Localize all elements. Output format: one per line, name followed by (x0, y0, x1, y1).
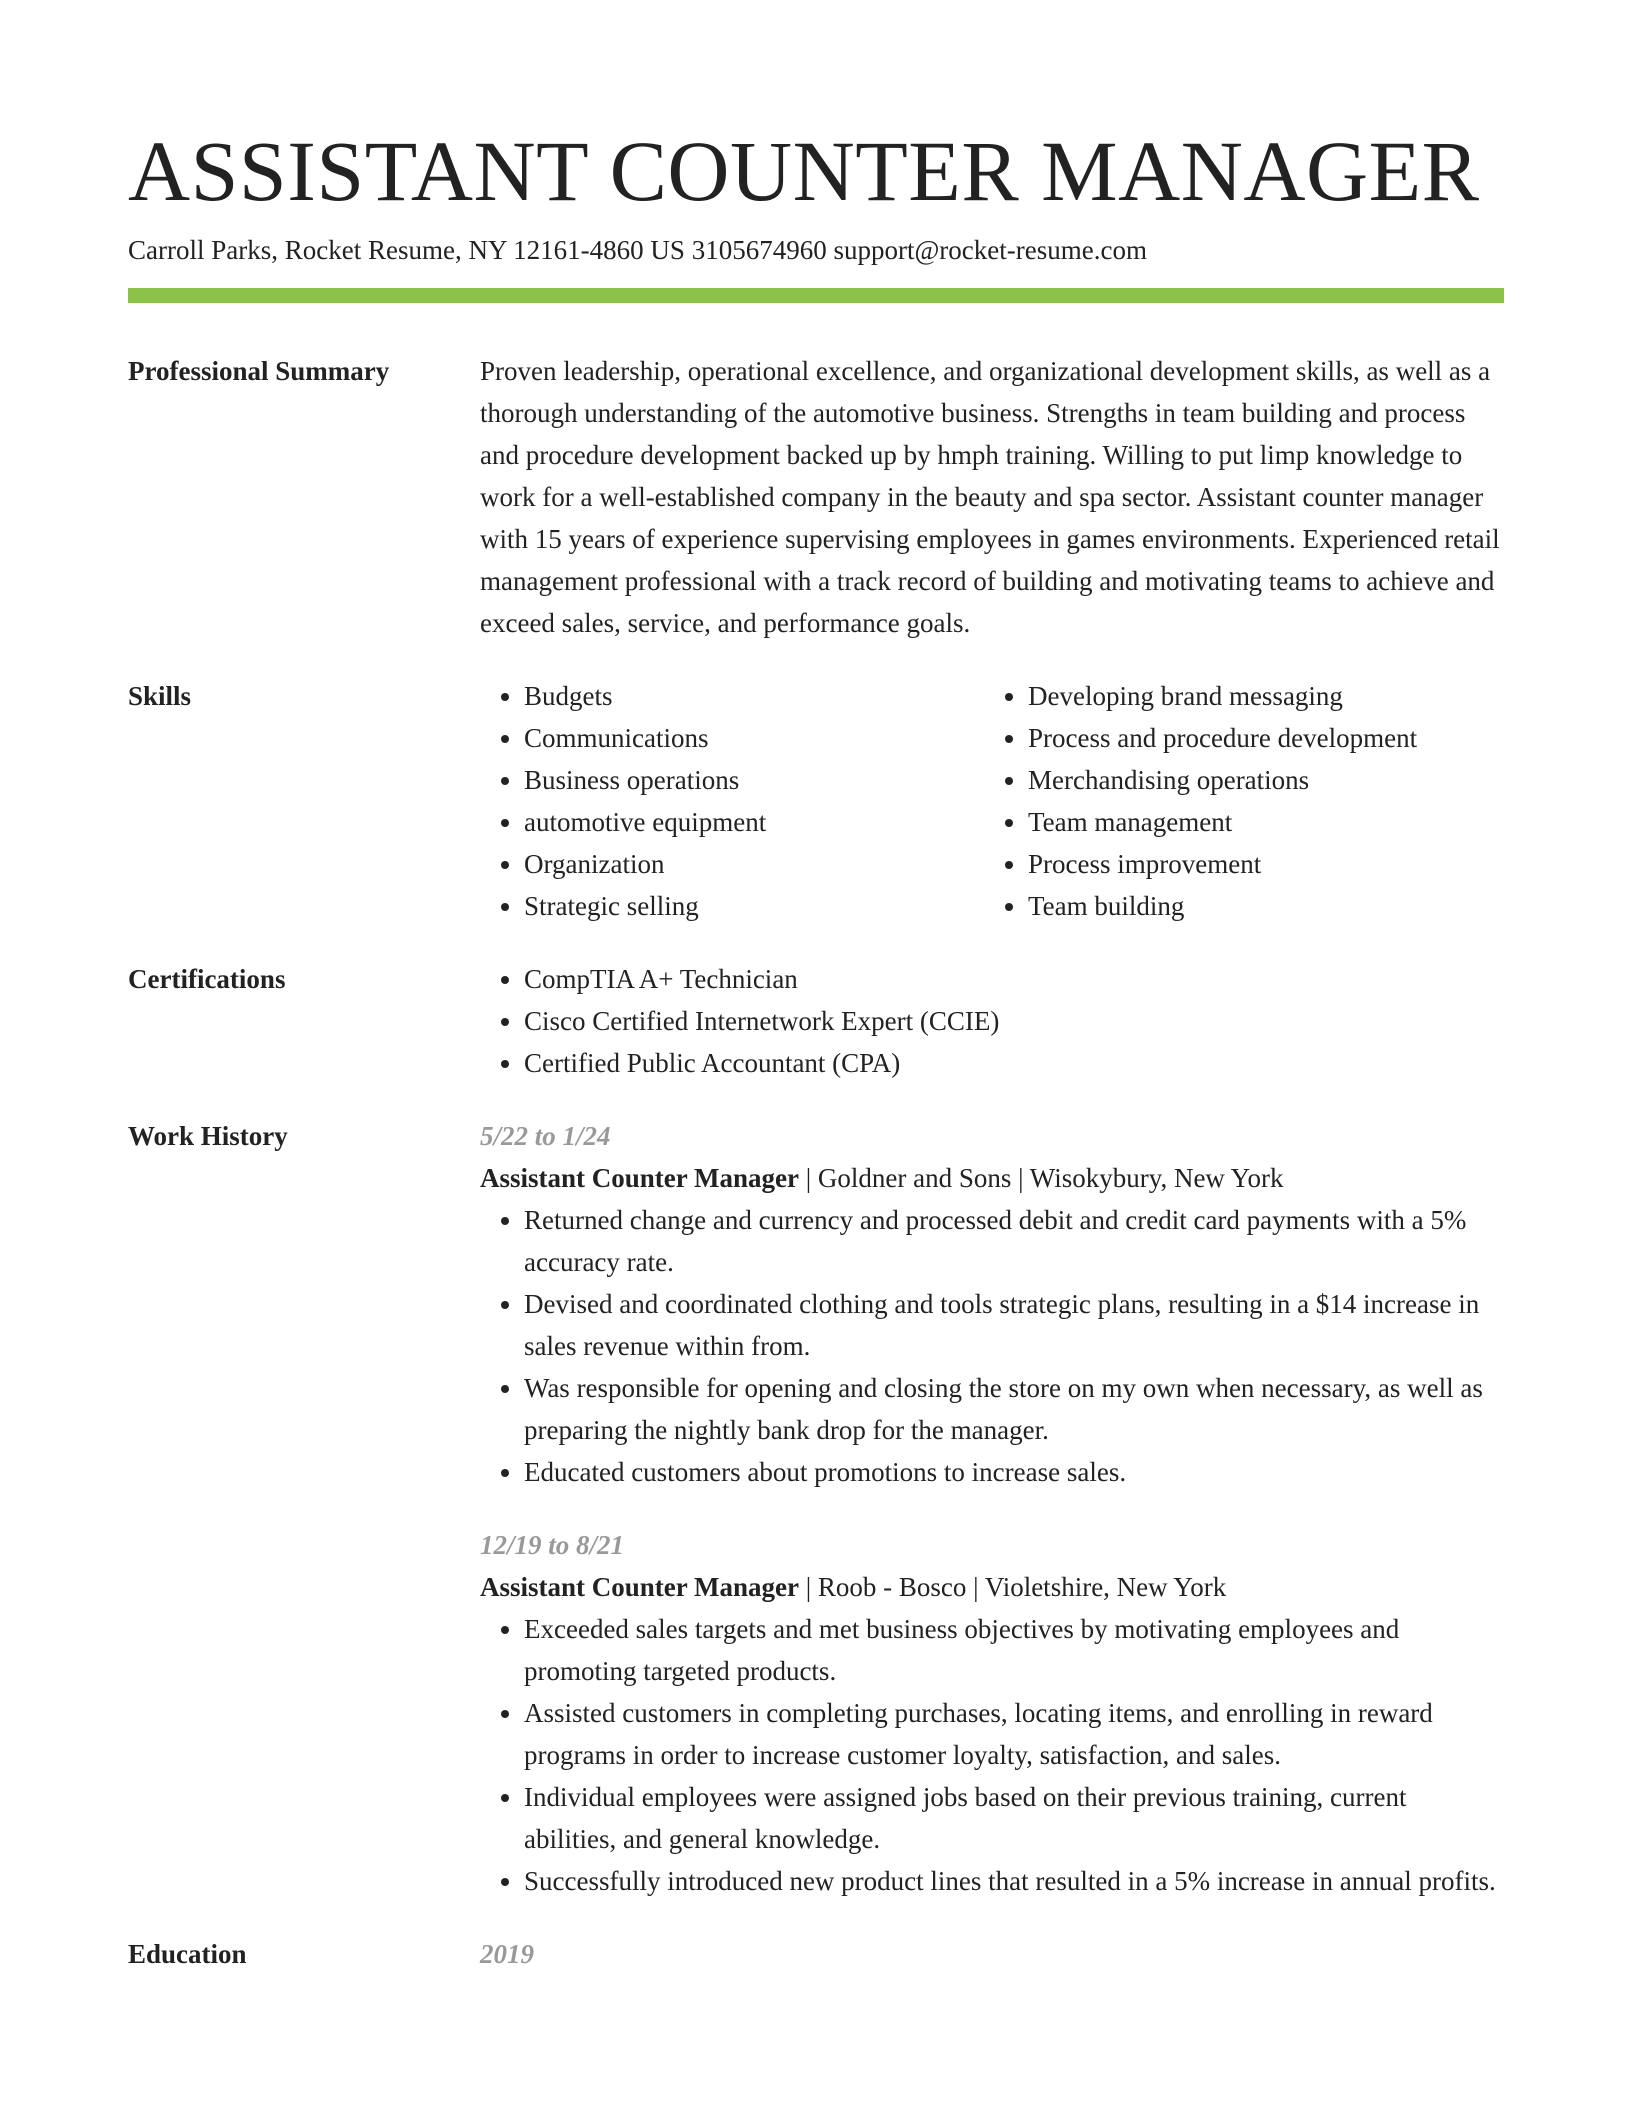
skill-item: • automotive equipment (524, 801, 984, 843)
skill-item: • Process and procedure development (1028, 717, 1488, 759)
job-heading (480, 1566, 1504, 1608)
job-bullet: • Returned change and currency and processed debit and credit card payments with a 5% accuracy rate. (524, 1199, 1504, 1283)
job-bullet: • Was responsible for opening and closing the store on my own when necessary, as well as preparing the nightly bank drop for the manager. (524, 1367, 1504, 1451)
skills-column-left (480, 675, 984, 927)
job-entry (480, 1524, 1504, 1902)
skill-item: • Team building (1028, 885, 1488, 927)
work-history-label: Work History (128, 1121, 288, 1151)
skill-item: • Budgets (524, 675, 984, 717)
job-title: Assistant Counter Manager (480, 1572, 799, 1602)
accent-rule (128, 288, 1504, 303)
certification-item: • Certified Public Accountant (CPA) (524, 1042, 1504, 1084)
certifications-body (480, 958, 1504, 1084)
skill-item: • Business operations (524, 759, 984, 801)
resume-title: ASSISTANT COUNTER MANAGER (128, 123, 1480, 219)
work-history-section (128, 1115, 1504, 1902)
education-label: Education (128, 1939, 247, 1969)
job-bullets (480, 1199, 1504, 1493)
job-dates: 12/19 to 8/21 (480, 1530, 625, 1560)
job-bullet: • Educated customers about promotions to increase sales. (524, 1451, 1504, 1493)
skill-item: • Communications (524, 717, 984, 759)
summary-body (480, 350, 1504, 644)
certification-item: • CompTIA A+ Technician (524, 958, 1504, 1000)
skill-item: • Team management (1028, 801, 1488, 843)
skill-item: • Merchandising operations (1028, 759, 1488, 801)
skills-body (480, 675, 1504, 927)
education-body (480, 1933, 1504, 1975)
certification-item: • Cisco Certified Internetwork Expert (CCIE) (524, 1000, 1504, 1042)
job-bullet: • Individual employees were assigned jobs based on their previous training, current abilities, and general knowledge. (524, 1776, 1504, 1860)
skills-column-right (984, 675, 1488, 927)
contact-line: Carroll Parks, Rocket Resume, NY 12161-4860 US 3105674960 support@rocket-resume.com (128, 235, 1147, 265)
job-details: | Goldner and Sons | Wisokybury, New York (799, 1163, 1284, 1193)
job-heading (480, 1157, 1504, 1199)
skills-section (128, 675, 1504, 927)
skill-item: • Organization (524, 843, 984, 885)
education-year: 2019 (480, 1939, 534, 1969)
resume-page (128, 0, 1504, 1975)
skill-item: • Developing brand messaging (1028, 675, 1488, 717)
job-entry (480, 1115, 1504, 1493)
skills-label: Skills (128, 681, 192, 711)
certifications-label: Certifications (128, 964, 286, 994)
summary-label: Professional Summary (128, 356, 390, 386)
skill-item: • Process improvement (1028, 843, 1488, 885)
summary-section (128, 350, 1504, 644)
job-bullet: • Devised and coordinated clothing and tools strategic plans, resulting in a $14 increase in sales revenue within from. (524, 1283, 1504, 1367)
summary-text: Proven leadership, operational excellence, and organizational development skills, as well as a thorough understanding of the automotive business. Strengths in team building and process and procedure development backed up by hmph training. Willing to put limp knowledge to work for a well-established company in the beauty and spa sector. Assistant counter manager with 15 years of experience supervising employees in games environments. Experienced retail management professional with a track record of building and motivating teams to achieve and exceed sales, service, and performance goals. (480, 356, 1500, 638)
certifications-section (128, 958, 1504, 1084)
job-bullets (480, 1608, 1504, 1902)
job-bullet: • Assisted customers in completing purchases, locating items, and enrolling in reward programs in order to increase customer loyalty, satisfaction, and sales. (524, 1692, 1504, 1776)
work-history-body (480, 1115, 1504, 1902)
education-section (128, 1933, 1504, 1975)
skill-item: • Strategic selling (524, 885, 984, 927)
job-bullet: • Successfully introduced new product lines that resulted in a 5% increase in annual profits. (524, 1860, 1504, 1902)
job-title: Assistant Counter Manager (480, 1163, 799, 1193)
job-dates: 5/22 to 1/24 (480, 1121, 611, 1151)
job-bullet: • Exceeded sales targets and met business objectives by motivating employees and promoting targeted products. (524, 1608, 1504, 1692)
job-details: | Roob - Bosco | Violetshire, New York (799, 1572, 1227, 1602)
